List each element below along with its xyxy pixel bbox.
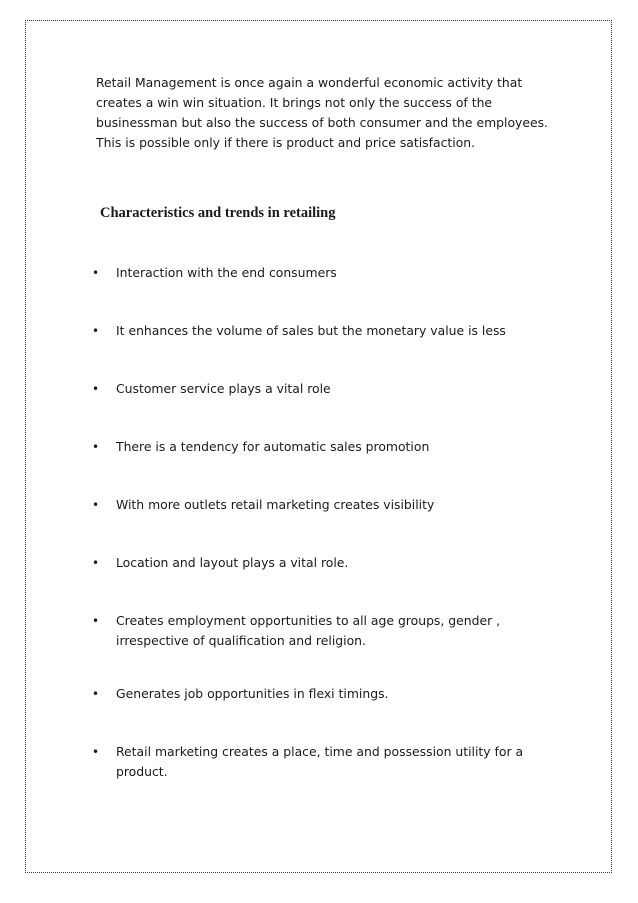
list-item-text: Location and layout plays a vital role.	[116, 555, 349, 570]
section-heading: Characteristics and trends in retailing	[100, 205, 336, 221]
intro-section	[96, 73, 556, 153]
bullet-icon: •	[92, 440, 100, 454]
bullet-icon: •	[92, 614, 100, 628]
list-item-text: It enhances the volume of sales but the monetary value is less	[116, 323, 506, 338]
list-item-text: Interaction with the end consumers	[116, 265, 337, 280]
list-item-text: Customer service plays a vital role	[116, 381, 331, 396]
list-item	[92, 553, 562, 573]
bullet-icon: •	[92, 382, 100, 396]
list-item	[92, 263, 562, 283]
intro-paragraph: Retail Management is once again a wonderful economic activity that creates a win win situation. It brings not only the success of the businessman but also the success of both consumer and the employees. This is possible only if there is product and price satisfaction.	[96, 75, 548, 150]
list-item-text: Retail marketing creates a place, time and possession utility for a product.	[116, 744, 524, 779]
bullet-icon: •	[92, 745, 100, 759]
bullet-icon: •	[92, 324, 100, 338]
list-item	[92, 437, 562, 457]
list-item	[92, 321, 562, 341]
list-item-text: With more outlets retail marketing creates visibility	[116, 497, 435, 512]
list-item-text: Creates employment opportunities to all age groups, gender , irrespective of qualification and religion.	[116, 613, 501, 648]
bullet-icon: •	[92, 556, 100, 570]
list-item	[92, 379, 562, 399]
list-item	[92, 684, 562, 704]
list-item-text: Generates job opportunities in flexi timings.	[116, 686, 389, 701]
list-item	[92, 742, 562, 782]
list-item-text: There is a tendency for automatic sales promotion	[116, 439, 430, 454]
bullet-icon: •	[92, 266, 100, 280]
bullet-icon: •	[92, 687, 100, 701]
list-item	[92, 495, 562, 515]
list-item	[92, 611, 562, 651]
bullet-icon: •	[92, 498, 100, 512]
